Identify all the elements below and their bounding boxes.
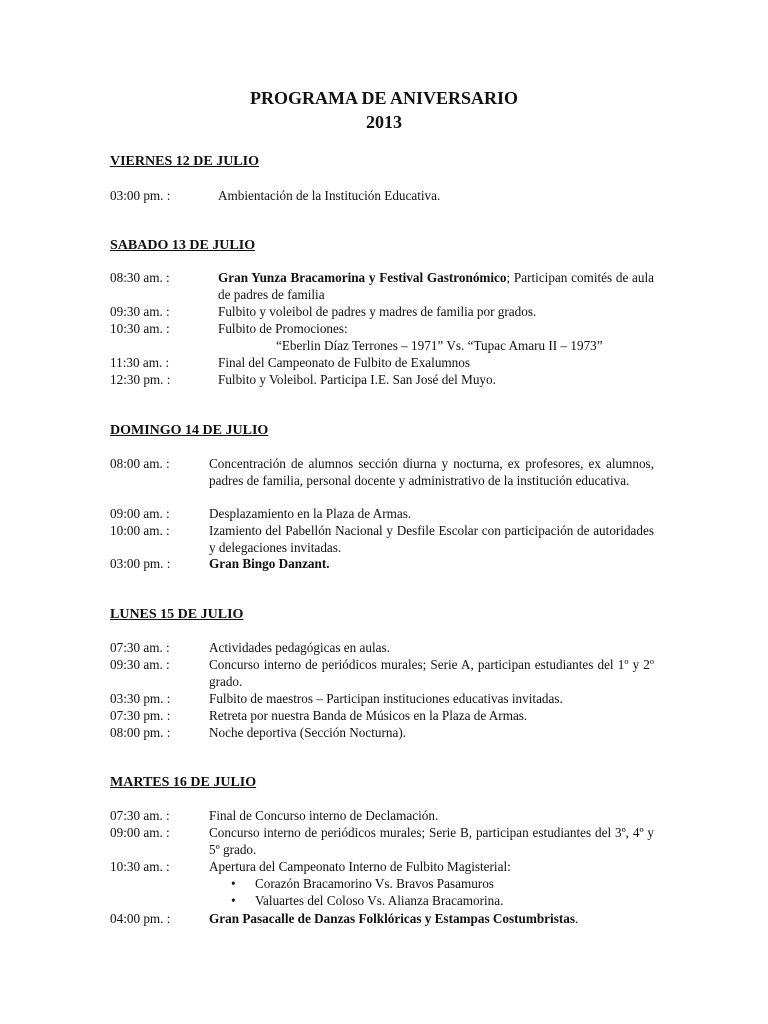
time-label: 08:00 pm. : [110,725,171,740]
activity-text: Fulbito de Promociones: [218,321,348,336]
activity-text: Izamiento del Pabellón Nacional y Desfile Escolar con participación de autoridades y delegaciones invitadas. [209,523,654,555]
bullet-icon: • [231,893,236,908]
activity-text: Final del Campeonato de Fulbito de Exalumnos [218,355,470,370]
day-heading-viernes: VIERNES 12 DE JULIO [110,154,259,169]
time-label: 07:30 am. : [110,640,170,655]
time-label: 09:00 am. : [110,825,170,840]
bullet-text: Valuartes del Coloso Vs. Alianza Bracamorina. [255,893,504,908]
activity-text: Ambientación de la Institución Educativa. [218,188,441,203]
time-label: 12:30 pm. : [110,372,171,387]
day-heading-martes: MARTES 16 DE JULIO [110,775,257,790]
activity-rest: . [574,911,579,926]
activity-text: Noche deportiva (Sección Nocturna). [209,725,407,740]
time-label: 09:30 am. : [110,657,170,672]
activity-text [218,270,654,303]
activity-rest: ; Participan comités de aula de padres de familia [218,270,655,302]
day-heading-domingo: DOMINGO 14 DE JULIO [110,423,269,438]
time-label: 03:30 pm. : [110,691,171,706]
day-heading-sabado: SABADO 13 DE JULIO [110,238,256,253]
bullet-icon: • [231,876,236,891]
activity-text: Desplazamiento en la Plaza de Armas. [209,506,412,521]
time-label: 08:00 am. : [110,456,170,471]
activity-text: Fulbito y voleibol de padres y madres de familia por grados. [218,304,537,319]
activity-text: Fulbito de maestros – Participan instituciones educativas invitadas. [209,691,563,706]
activity-text: Final de Concurso interno de Declamación. [209,808,439,823]
document-year: 2013 [366,112,402,132]
activity-bold: Gran Pasacalle de Danzas Folklóricas y Estampas Costumbristas [209,911,575,926]
activity-text: Actividades pedagógicas en aulas. [209,640,390,655]
day-heading-lunes: LUNES 15 DE JULIO [110,607,244,622]
activity-text: Retreta por nuestra Banda de Músicos en la Plaza de Armas. [209,708,528,723]
activity-bold: Gran Yunza Bracamorina y Festival Gastronómico [218,270,507,285]
time-label: 09:00 am. : [110,506,170,521]
time-label: 07:30 am. : [110,808,170,823]
time-label: 07:30 pm. : [110,708,171,723]
time-label: 04:00 pm. : [110,911,171,926]
time-label: 09:30 am. : [110,304,170,319]
activity-text: Concentración de alumnos sección diurna y nocturna, ex profesores, ex alumnos, padres de familia, personal docente y administrativo de la institución educativa. [209,456,654,488]
activity-text: Concurso interno de periódicos murales; Serie B, participan estudiantes del 3º, 4º y 5º grado. [209,825,654,857]
activity-text: Fulbito y Voleibol. Participa I.E. San José del Muyo. [218,372,496,387]
activity-text [209,911,654,928]
activity-text: Gran Bingo Danzant. [209,556,330,571]
match-line: “Eberlin Díaz Terrones – 1971” Vs. “Tupac Amaru II – 1973” [276,338,603,353]
activity-text: Apertura del Campeonato Interno de Fulbito Magisterial: [209,859,511,874]
time-label: 10:00 am. : [110,523,170,538]
time-label: 03:00 pm. : [110,556,171,571]
time-label: 11:30 am. : [110,355,170,370]
activity-text: Concurso interno de periódicos murales; Serie A, participan estudiantes del 1º y 2º grado. [209,657,654,689]
time-label: 08:30 am. : [110,270,170,285]
time-label: 03:00 pm. : [110,188,171,203]
document-title: PROGRAMA DE ANIVERSARIO [249,88,519,108]
time-label: 10:30 am. : [110,859,170,874]
time-label: 10:30 am. : [110,321,170,336]
bullet-text: Corazón Bracamorino Vs. Bravos Pasamuros [255,876,494,891]
